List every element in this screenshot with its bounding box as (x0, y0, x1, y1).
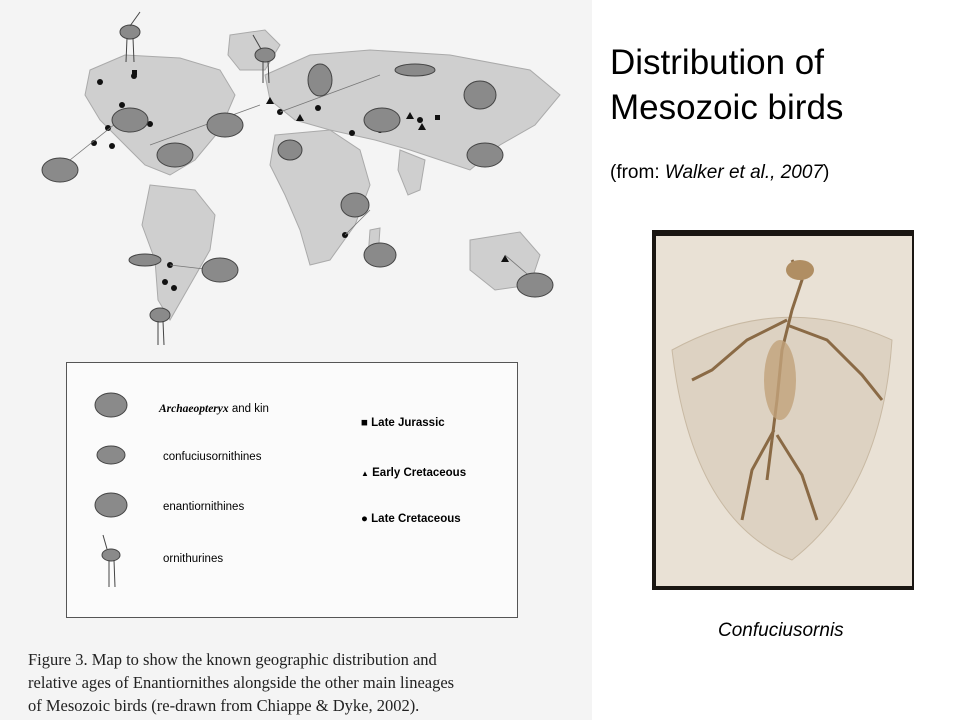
square-marker-icon: ■ (361, 417, 368, 429)
legend-label: ornithurines (163, 553, 224, 565)
bird-icon (129, 254, 161, 266)
legend-bird-icons (89, 377, 137, 597)
legend-label-italic: Archaeopteryx (159, 403, 229, 415)
continent-india (398, 150, 425, 195)
ornithurine-icon (102, 535, 120, 587)
continent-south-america (142, 185, 215, 320)
archaeopteryx-icon (95, 393, 127, 417)
legend-age-label: Late Jurassic (371, 417, 445, 429)
legend-item-enantiornithines (163, 501, 244, 513)
legend-age-early-cretaceous (361, 467, 466, 479)
locality-square (435, 115, 440, 120)
enantiornithine-icon (95, 493, 127, 517)
bird-icon (120, 12, 140, 62)
locality-point (119, 102, 125, 108)
caption-line: of Mesozoic birds (re-drawn from Chiappe & Dyke, 2002). (28, 696, 420, 715)
bird-icon (157, 143, 193, 167)
title-line: Distribution of (610, 43, 824, 82)
locality-point (162, 279, 168, 285)
locality-point (109, 143, 115, 149)
caption-line: Figure 3. Map to show the known geographic distribution and (28, 650, 437, 669)
bird-icon (467, 143, 503, 167)
legend-age-label: Early Cretaceous (372, 467, 467, 479)
bird-icon (364, 243, 396, 267)
legend-item-confuciusornithines (163, 451, 261, 463)
locality-point (349, 130, 355, 136)
locality-point (417, 117, 423, 123)
legend-age-label: Late Cretaceous (371, 513, 461, 525)
world-distribution-map (30, 0, 590, 350)
legend-age-late-cretaceous (361, 513, 461, 525)
fossil-caption: Confuciusornis (718, 620, 844, 641)
bird-icon (150, 308, 170, 345)
confuciusornithine-icon (97, 446, 125, 464)
bird-icon (308, 64, 332, 96)
legend-label: and kin (231, 403, 269, 415)
source-prefix: (from: (610, 162, 665, 183)
bird-icon (464, 81, 496, 109)
source-citation (610, 162, 829, 184)
locality-point (171, 285, 177, 291)
bird-icon (207, 113, 243, 137)
source-reference: Walker et al., 2007 (664, 162, 823, 183)
bird-icon (202, 258, 238, 282)
bird-icon (341, 193, 369, 217)
bird-icon (517, 273, 553, 297)
bird-icon (395, 64, 435, 76)
bird-icon (42, 158, 78, 182)
bird-icon (364, 108, 400, 132)
triangle-marker-icon: ▲ (361, 469, 369, 478)
title-line: Mesozoic birds (610, 88, 844, 127)
legend-label: enantiornithines (163, 501, 245, 513)
locality-point (97, 79, 103, 85)
legend-item-archaeopteryx (159, 403, 269, 415)
legend-age-late-jurassic (361, 417, 445, 429)
bird-icon (278, 140, 302, 160)
bird-icon (112, 108, 148, 132)
figure-legend (66, 362, 518, 618)
locality-point (315, 105, 321, 111)
legend-label: confuciusornithines (163, 451, 262, 463)
source-suffix: ) (822, 162, 830, 183)
legend-item-ornithurines (163, 553, 223, 565)
confuciusornis-fossil-image (652, 230, 914, 590)
caption-line: relative ages of Enantiornithes alongside the other main lineages (28, 673, 455, 692)
circle-marker-icon: ● (361, 513, 368, 525)
figure-caption (28, 648, 588, 717)
locality-square (132, 70, 137, 75)
slide-title (610, 40, 843, 130)
fossil-photo (652, 230, 914, 590)
